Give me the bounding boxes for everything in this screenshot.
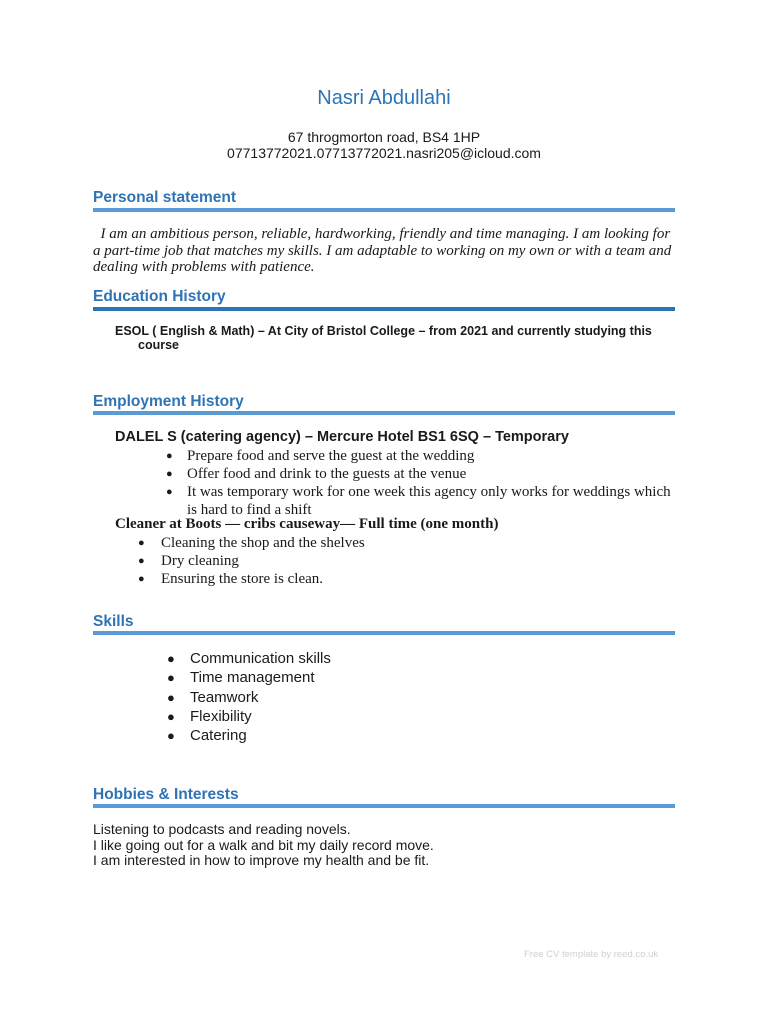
hobby-line: Listening to podcasts and reading novels.	[93, 821, 351, 837]
job-duties-list	[166, 447, 677, 519]
education-entry-line2: course	[138, 338, 179, 352]
list-item: ● Catering	[167, 727, 247, 745]
section-divider	[93, 411, 675, 415]
section-heading-education: Education History	[93, 288, 226, 305]
bullet-icon: ●	[167, 728, 175, 744]
statement-body: I am an ambitious person, reliable, hardworking, friendly and time managing. I am looking for a part-time job that matches my skills. I am adaptable to working on my own or with a team and dealing with problems with patience.	[93, 226, 672, 275]
list-item: ● Flexibility	[167, 707, 252, 725]
section-heading-hobbies: Hobbies & Interests	[93, 786, 239, 803]
bullet-icon: ●	[138, 537, 145, 549]
bullet-icon: ●	[138, 573, 145, 585]
skills-list	[167, 649, 331, 745]
hobbies-text	[93, 822, 434, 869]
hobby-line: I am interested in how to improve my health and be fit.	[93, 852, 430, 868]
cv-name: Nasri Abdullahi	[317, 87, 451, 109]
template-credit: Free CV template by reed.co.uk	[524, 949, 659, 960]
job-duties-list	[138, 534, 661, 588]
bullet-icon: ●	[166, 468, 173, 480]
bullet-icon: ●	[167, 670, 175, 686]
personal-statement-text	[93, 226, 678, 276]
bullet-icon: ●	[167, 689, 175, 705]
list-item: ● Time management	[167, 669, 315, 687]
job-title-dalel: DALEL S (catering agency) – Mercure Hotel BS1 6SQ – Temporary	[115, 429, 569, 445]
list-item: ● Prepare food and serve the guest at the wedding	[166, 448, 475, 464]
section-heading-employment: Employment History	[93, 393, 244, 410]
list-item: ● Teamwork	[167, 688, 259, 706]
section-divider	[93, 804, 675, 808]
education-entry-line1: ESOL ( English & Math) – At City of Bristol College – from 2021 and currently studying this	[115, 324, 652, 338]
hobby-line: I like going out for a walk and bit my daily record move.	[93, 836, 434, 853]
bullet-icon: ●	[138, 555, 145, 567]
list-item: ● It was temporary work for one week this agency only works for weddings which is hard to find a shift	[166, 484, 671, 518]
section-divider	[93, 631, 675, 635]
section-divider	[93, 208, 675, 212]
section-divider	[93, 307, 675, 311]
bullet-icon: ●	[166, 450, 173, 462]
bullet-icon: ●	[167, 708, 175, 724]
contact-details: 07713772021.07713772021.nasri205@icloud.com	[227, 145, 541, 161]
section-heading-skills: Skills	[93, 613, 134, 630]
section-heading-personal-statement: Personal statement	[93, 189, 236, 206]
list-item: ● Ensuring the store is clean.	[138, 571, 324, 587]
bullet-icon: ●	[167, 651, 175, 666]
education-entry	[115, 324, 680, 352]
bullet-icon: ●	[166, 486, 173, 498]
list-item: ● Communication skills	[167, 650, 331, 667]
list-item: ● Offer food and drink to the guests at the venue	[166, 466, 467, 482]
list-item: ● Dry cleaning	[138, 553, 239, 569]
list-item: ● Cleaning the shop and the shelves	[138, 535, 365, 551]
job-title-boots: Cleaner at Boots — cribs causeway— Full time (one month)	[115, 516, 499, 532]
address: 67 throgmorton road, BS4 1HP	[287, 129, 481, 145]
